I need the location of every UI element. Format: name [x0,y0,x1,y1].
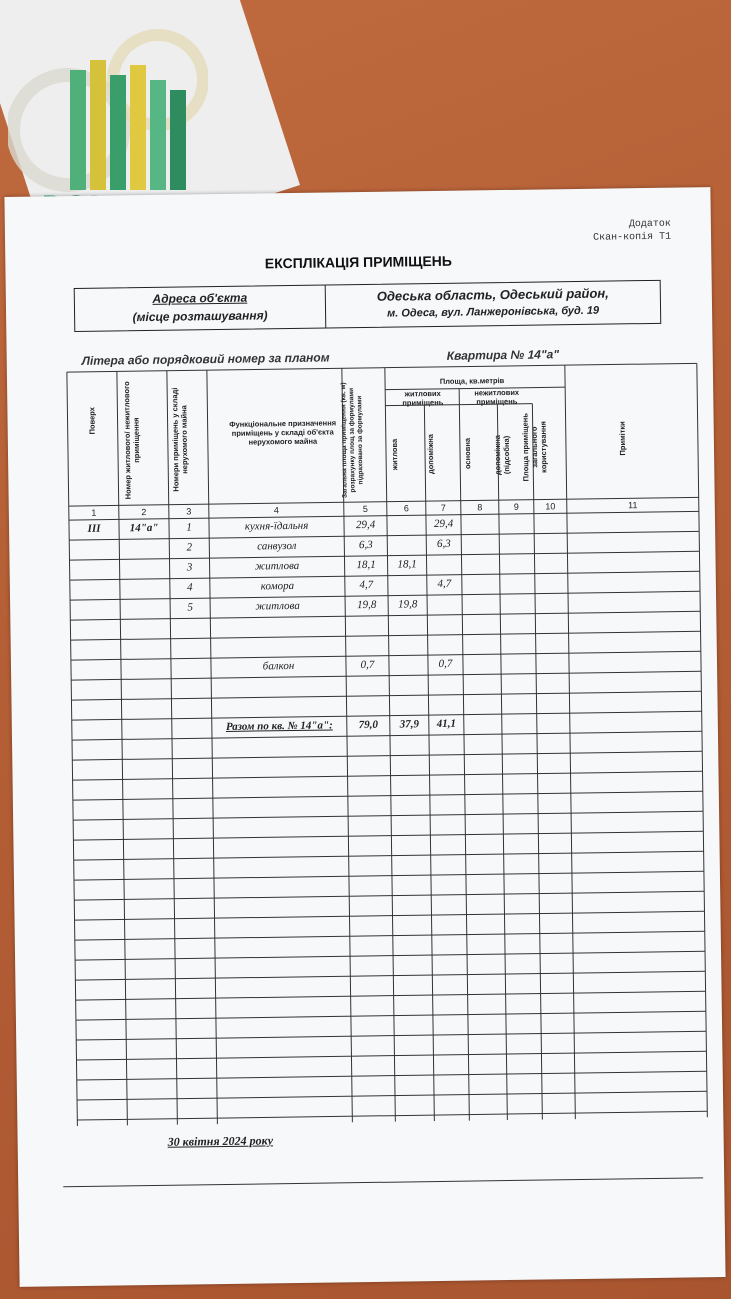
cell-total-area: 29,4 [355,518,376,532]
address-value-line2: м. Одеса, вул. Ланжеронівська, буд. 19 [386,304,600,320]
grid-line [73,791,703,800]
grid-line [72,751,702,760]
grid-line [385,365,565,368]
total-area-sum: 79,0 [358,718,379,732]
cell-auxiliary-area: 6,3 [436,537,451,550]
header-residential: житлових приміщень [402,388,444,408]
column-number: 5 [362,503,368,515]
document-sheet [4,187,725,1287]
header-nonresidential: нежитлових приміщень [474,387,520,407]
grid-line [75,931,705,940]
document-title: ЕКСПЛІКАЦІЯ ПРИМІЩЕНЬ [264,252,453,272]
grid-line [67,372,78,1126]
domus-logo [8,20,208,220]
grid-line [71,671,701,680]
grid-line [77,1071,707,1080]
column-number: 10 [545,501,556,512]
address-value-line1: Одеська область, Одеський район, [376,285,609,304]
column-number: 6 [403,503,409,514]
total-auxiliary-sum: 41,1 [436,717,457,730]
header-notes: Примітки [617,421,628,456]
cell-room-number: 2 [186,541,193,554]
cell-purpose: кухня-їдальня [244,519,309,533]
document-date: 30 квітня 2024 року [167,1133,274,1149]
header-purpose: Функціональне призначення приміщень у складі об'єкта нерухомого майна [229,418,337,447]
column-number: 9 [513,501,519,512]
grid-line [72,731,702,740]
cell-auxiliary-area: 4,7 [437,577,452,590]
grid-line [76,1031,706,1040]
column-number: 8 [477,502,483,513]
table-grid [4,187,725,1287]
cell-living-area: 19,8 [397,598,418,611]
header-room-no: Номер житлового/ нежитлового приміщення [122,381,142,500]
address-label-line1: Адреса об'єкта [152,290,248,306]
litera-label: Літера або порядковий номер за планом [81,350,330,368]
cell-room-number: 5 [187,601,194,614]
grid-line [565,363,697,365]
grid-line [76,1051,706,1060]
cell-floor: III [87,522,101,535]
cell-total-area: 19,8 [356,598,377,612]
annex-line2: Скан-копія Т1 [592,231,672,244]
header-col8: основна [462,437,473,470]
grid-line [70,611,700,620]
column-number: 11 [628,500,638,511]
grid-line [71,631,701,640]
grid-line [207,370,218,1124]
cell-auxiliary-area: 29,4 [433,517,454,531]
address-label-line2: (місце розташування) [132,308,268,325]
header-col10: Площа приміщень загального користування [520,413,549,482]
column-number: 3 [186,506,192,517]
grid-line [73,811,703,820]
grid-line [75,951,705,960]
grid-line [565,365,576,1119]
grid-line [74,891,704,900]
cell-auxiliary-area: 0,7 [438,657,453,670]
column-number: 1 [91,507,97,518]
header-col9: допоміжна (підсобна) [492,435,512,476]
cell-apartment: 14"а" [129,521,159,535]
annex-line1: Додаток [628,218,671,231]
grid-line [67,368,385,372]
column-number: 7 [440,502,446,513]
header-area-group: Площа, кв.метрів [439,376,505,386]
grid-line [71,691,701,700]
cell-purpose: житлова [254,559,300,573]
cell-room-number: 1 [186,521,192,534]
apartment-number: Квартира № 14"а" [446,347,560,363]
grid-line [75,911,705,920]
grid-line [77,1091,707,1100]
total-living-sum: 37,9 [399,718,420,731]
grid-line [76,991,706,1000]
cell-total-area: 18,1 [356,558,376,572]
header-col7: допоміжна [425,433,436,475]
grid-line [77,1111,707,1120]
cell-total-area: 4,7 [359,578,374,592]
column-number: 2 [141,507,147,518]
cell-room-number: 3 [186,561,193,574]
cell-total-area: 6,3 [358,538,373,552]
cell-purpose: балкон [262,659,295,673]
cell-total-area: 0,7 [360,658,375,672]
grid-line [74,851,704,860]
cell-purpose: комора [260,579,295,593]
header-total-area: Загальна площа приміщення (кв. м) розрахунку площ за формулами підраховано за формулами [340,382,365,499]
grid-line [73,831,703,840]
grid-line [75,971,705,980]
grid-line [697,363,708,1117]
header-room-num-comp: Номери приміщень у складі нерухомого майна [170,387,190,492]
cell-purpose: житлова [255,599,300,613]
grid-line [76,1011,706,1020]
header-floor: Поверх [87,407,97,435]
grid-line [74,871,704,880]
cell-room-number: 4 [187,581,193,594]
grid-line [73,771,703,780]
total-row-label: Разом по кв. № 14"а": [225,719,333,733]
column-number: 4 [273,505,279,516]
cell-living-area: 18,1 [397,558,417,571]
building-bars-icon [70,60,190,190]
cell-purpose: санвузол [257,539,297,553]
header-col6: житлова [389,438,400,471]
